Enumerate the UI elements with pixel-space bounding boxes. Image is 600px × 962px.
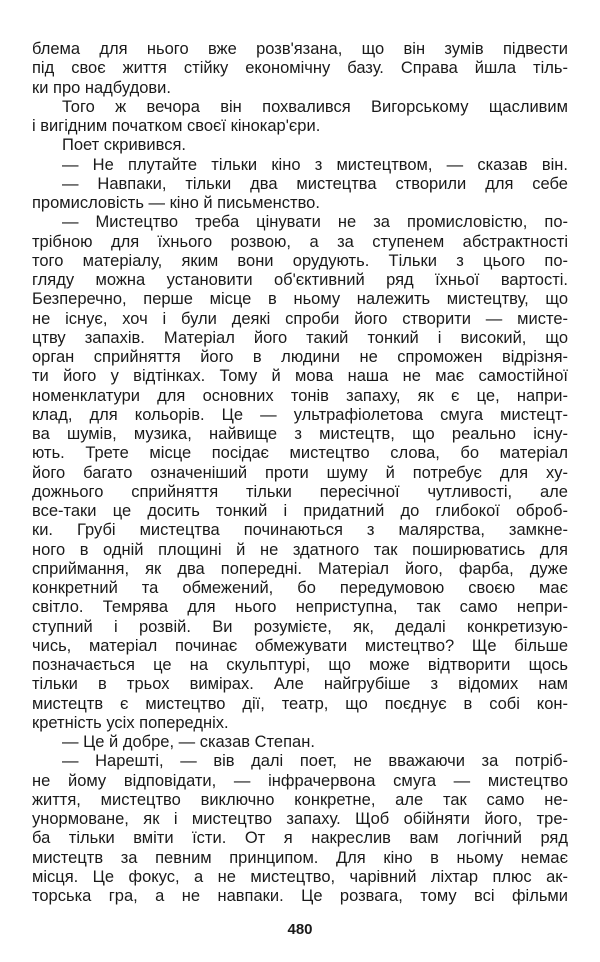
text-line: унормоване, як і мистецтво запаху. Щоб обійняти його, тре-: [32, 810, 568, 828]
text-line: позначається це на скульптурі, що може відтворити щось: [32, 656, 568, 674]
text-line: Безперечно, перше місце в ньому належить мистецтву, що: [32, 290, 568, 309]
text-line: не йому відповідати, — інфрачервона смуга — мистецтво: [32, 771, 568, 790]
text-line: конкретний та обмежений, бо передумовою своєю має: [32, 579, 568, 597]
text-line: — Нарешті, — вів далі поет, не вважаючи за потріб-: [62, 752, 568, 771]
text-line: цтву запахів. Матеріал його такий тонкий і високий, що: [32, 328, 568, 347]
page-number: 480: [287, 921, 313, 938]
text-line: тільки в трьох вимірах. Але найгрубіше з відомих нам: [32, 675, 568, 694]
text-line: гляду можна установити об'єктивний ряд їхньої вартості.: [32, 271, 568, 289]
text-line: світло. Темрява для нього неприступна, так само непри-: [32, 598, 568, 617]
text-line: Поет скривився.: [62, 136, 186, 155]
text-line: трібною для їхнього розвою, а за ступенем абстрактності: [32, 232, 568, 251]
text-line: не існує, хоч і були деякі спроби його створити — мисте-: [32, 309, 568, 328]
text-line: — Це й добре, — сказав Степан.: [62, 733, 315, 751]
text-line: — Мистецтво треба цінувати не за промисловістю, по-: [62, 213, 568, 232]
text-line: — Навпаки, тільки два мистецтва створили для себе: [62, 174, 568, 193]
text-line: чись, матеріал починає обмежувати мистецтво? Ще більше: [32, 636, 568, 655]
text-line: орган сприйняття його в людини не спроможен відрізня-: [32, 348, 568, 366]
text-line: ступний і розвій. Ви розумієте, як, дедалі конкретизую-: [32, 617, 568, 636]
text-line: блема для нього вже розв'язана, що він зумів підвести: [32, 40, 568, 58]
text-line: торська гра, а не навпаки. Це розвага, тому всі фільми: [32, 887, 568, 905]
text-line: ба тільки вміти їсти. От я накреслив вам логічний ряд: [32, 829, 568, 848]
text-line: ки. Грубі мистецтва починаються з малярства, замкне-: [32, 521, 568, 540]
text-line: номенклатури для основних тонів запаху, як є це, напри-: [32, 386, 568, 405]
text-line: того матеріалу, яким вони орудують. Тільки з цього по-: [32, 251, 568, 270]
page-body-text: [32, 40, 568, 906]
text-line: під своє життя стійку економічну базу. Справа йшла тіль-: [32, 59, 568, 78]
text-line: ки про надбудови.: [32, 78, 171, 97]
text-line: Того ж вечора він похвалився Вигорському щасливим: [62, 97, 568, 116]
text-line: і вигідним початком своєї кінокар'єри.: [32, 117, 321, 135]
text-line: сприймання, як два попередні. Матеріал його, фарба, дуже: [32, 559, 568, 578]
text-line: його багато означеніший проти шуму й потребує для ху-: [32, 463, 568, 482]
text-line: мистецтв за певним принципом. Для кіно в ньому немає: [32, 848, 568, 867]
text-line: все-таки це досить тонкий і придатний до глибокої оброб-: [32, 502, 568, 520]
text-line: ного в одній площині й не здатного так поширюватись для: [32, 540, 568, 559]
text-line: клад, для кольорів. Це — ультрафіолетова смуга мистецт-: [32, 405, 568, 424]
text-line: місця. Це фокус, а не мистецтво, чарівний ліхтар плюс ак-: [32, 867, 568, 886]
text-line: мистецтв є мистецтво дії, театр, що поєднує в собі кон-: [32, 694, 568, 713]
text-line: ти його у відтінках. Тому й мова наша не має самостійної: [32, 367, 568, 386]
text-line: — Не плутайте тільки кіно з мистецтвом, — сказав він.: [62, 155, 568, 174]
text-line: дожнього сприйняття тільки пересічної чутливості, але: [32, 482, 568, 501]
text-line: ва шумів, музика, найвище з мистецтв, що реально існу-: [32, 425, 568, 443]
text-line: життя, мистецтво виключно конкретне, але так само не-: [32, 790, 568, 809]
text-line: ють. Трете місце посідає мистецтво слова, бо матеріал: [32, 444, 568, 463]
text-line: промисловість — кіно й письменство.: [32, 194, 320, 212]
text-line: кретність усіх попередніх.: [32, 713, 229, 732]
